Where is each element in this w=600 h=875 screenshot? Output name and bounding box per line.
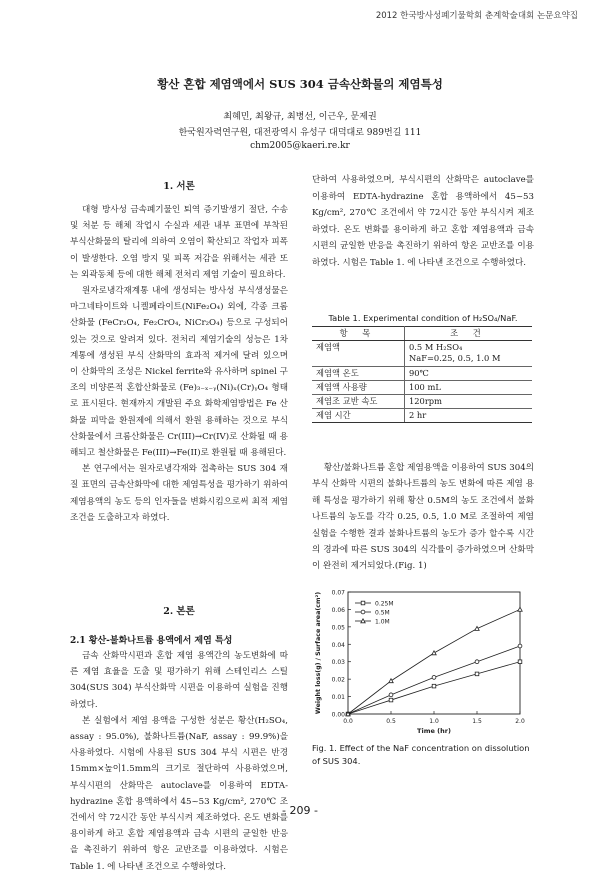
subsection-heading: 2.1 황산-불화나트륨 용액에서 제염 특성 [70, 636, 233, 646]
x-tick-label: 2.0 [515, 718, 525, 725]
y-tick-label: 0.06 [331, 606, 345, 614]
data-point [518, 660, 522, 664]
data-point [389, 693, 393, 697]
table-cell-item: 제염 시간 [312, 409, 405, 423]
body-subsection [70, 633, 288, 872]
body-paragraph-3: 황산/불화나트륨 혼합 제염용액을 이용하여 SUS 304의 부식 산화막 시편의 불화나트륨의 농도 변화에 따른 제염 용해 특성을 평가하기 위해 황산 0.5M의 농도 조건에서 불화나트륨의 농도를 각각 0.25, 0.5, 1.0 M로 조절하여 제염실험을 수행한 결과 불화나트륨의 농도가 증가 할수록 시간의 경과에 따른 SUS 304의 식각률이 증가하였으며 산화막이 완전히 제거되었다.(Fig. 1) [312, 463, 534, 572]
intro-section [70, 202, 288, 526]
y-tick-label: 0.02 [331, 676, 345, 684]
data-point [475, 660, 479, 664]
section-heading: 1. 서론 [163, 181, 195, 192]
body-heading-wrap [70, 603, 288, 617]
email-link[interactable]: chm2005@kaeri.re.kr [250, 141, 350, 151]
table-cell-item: 제염액 온도 [312, 366, 405, 380]
data-point [389, 679, 393, 683]
legend-label: 0.5M [375, 609, 390, 617]
legend-marker [361, 610, 365, 614]
intro-heading [70, 178, 288, 192]
paper-title: 황산 혼합 제염액에서 SUS 304 금속산화물의 제염특성 [157, 77, 443, 91]
series-line [348, 646, 520, 714]
body-paragraph-2-continued [312, 172, 534, 272]
table-cell-condition: 120rpm [405, 395, 533, 409]
data-point [518, 607, 522, 611]
table-row [312, 395, 532, 409]
affiliation: 한국원자력연구원, 대전광역시 유성구 대덕대로 989번길 111 [178, 128, 422, 138]
y-tick-label: 0.04 [331, 641, 345, 649]
legend-label: 0.25M [375, 600, 394, 608]
data-point [432, 684, 436, 688]
table-cell-item: 제염액 [312, 341, 405, 366]
body-paragraph-3-wrap [312, 460, 534, 575]
intro-paragraph-2: 원자로냉각재계통 내에 생성되는 방사성 부식생성물은 마그네타이트와 니켈페라이트(NiFe₂O₄) 외에, 각종 크롬산화물 (FeCr₂O₄, Fe₂CrO₄, NiCr₂O₄) 등으로 구성되어 있는 것으로 알려져 있다. 전처리 제염기술의 성능은 1차 계통에 생성된 부식 산화막의 효과적 제거에 달려 있으며 이 산화막의 조성은 Nickel ferrite와 유사하며 spinel 구조의 비양론적 혼합산화물로 (Fe)₃₋ₓ₋ᵧ(Ni)ₓ(Cr)ᵧO₄ 형태로 표시된다. 현재까지 개발된 주요 화학제염방법은 Fe 산화물 피막을 환원제에 의해서 환원 용해하는 것으로 부식 산화물에서 크롬산화물은 Cr(III)→Cr(IV)로 산화될 때 용해되고 철산화물은 Fe(III)→Fe(II)로 환원될 때 용해된다. [70, 286, 288, 459]
table-row [312, 409, 532, 423]
table-cell-condition: 0.5 M H₂SO₄ NaF=0.25, 0.5, 1.0 M [405, 341, 533, 366]
series-line [348, 609, 520, 714]
data-point [432, 651, 436, 655]
legend-label: 1.0M [375, 618, 390, 626]
author-list: 최혜민, 최왕규, 최병선, 이근우, 문제권 [223, 112, 377, 122]
dissolution-chart [312, 584, 534, 736]
table-cell-item: 제염조 교반 속도 [312, 395, 405, 409]
table-header-row [312, 327, 532, 341]
x-axis-label: Time (hr) [417, 727, 451, 735]
body-heading: 2. 본론 [163, 606, 195, 617]
y-tick-label: 0.05 [331, 624, 345, 632]
table-cell-item: 제염액 사용량 [312, 380, 405, 394]
table-row [312, 366, 532, 380]
figure-caption: Fig. 1. Effect of the NaF concentration on dissolution of SUS 304. [312, 743, 530, 766]
table-row [312, 380, 532, 394]
data-point [475, 672, 479, 676]
y-tick-label: 0.01 [331, 694, 345, 702]
table-cell-condition: 100 mL [405, 380, 533, 394]
y-tick-label: 0.03 [331, 659, 345, 667]
continued-text: 단하여 사용하였으며, 부식시편의 산화막은 autoclave를 이용하여 EDTA-hydrazine 혼합 용액하에서 45~53 Kg/cm², 270℃ 조건에서 약 72시간 동안 부식시켜 제조하였다. 온도 변화를 용이하게 하고 혼합 제염용액과 금속 시편의 균일한 반응을 촉진하기 위하여 항온 교반조를 이용하였다. 시험은 Table 1. 에 나타낸 조건으로 수행하였다. [312, 175, 534, 268]
page-number: - 209 - [282, 804, 318, 817]
y-tick-label: 0.00 [331, 711, 345, 719]
table-cell-condition: 2 hr [405, 409, 533, 423]
table-row [312, 341, 532, 366]
y-tick-label: 0.07 [331, 589, 345, 597]
intro-paragraph-1: 대형 방사성 금속폐기물인 퇴역 증기발생기 절단, 수송 및 처분 등 해체 작업시 수실과 세관 내부 표면에 부착된 부식산화물의 탈리에 의하여 오염이 확산되고 작업자 피폭이 발생한다. 오염 방지 및 피폭 저감을 위해서는 세관 또는 외곽동체 등에 대한 해체 전처리 제염 기술이 필요하다. [70, 205, 288, 280]
x-tick-label: 1.5 [472, 718, 482, 725]
data-point [432, 676, 436, 680]
x-tick-label: 0.0 [343, 718, 353, 725]
body-paragraph-2: 본 실험에서 제염 용액을 구성한 성분은 황산(H₂SO₄, assay : 95.0%), 불화나트륨(NaF, assay : 99.9%)을 사용하였다. 시험에 사용된 SUS 304 부식 시편은 반경 15mm×높이1.5mm의 크기로 절단하여 사용하였으며, 부식시편의 산화막은 autoclave를 이용하여 EDTA-hydrazine 혼합 용액하에서 45~53 Kg/cm², 270℃ 조건에서 약 72시간 동안 부식시켜 제조하였다. 온도 변화를 용이하게 하고 혼합 제염용액과 금속 시편의 균일한 반응을 촉진하기 위하여 항온 교반조를 이용하였다. 시험은 Table 1. 에 나타낸 조건으로 수행하였다. [70, 715, 288, 872]
x-tick-label: 0.5 [386, 718, 396, 725]
data-point [475, 626, 479, 630]
x-tick-label: 1.0 [429, 718, 439, 725]
intro-paragraph-3: 본 연구에서는 원자로냉각재와 접촉하는 SUS 304 재질 표면의 금속산화막에 대한 제염특성을 평가하기 위하여 제염용액의 농도 등의 인자들을 변화시킴으로써 최적 제염 조건을 도출하고자 하였다. [70, 464, 288, 523]
table-cell-condition: 90℃ [405, 366, 533, 380]
y-axis-label: Weight loss(g) / Surface area(cm²) [315, 591, 322, 715]
data-point [518, 644, 522, 648]
proceedings-header: 2012 한국방사성폐기물학회 춘계학술대회 논문요약집 [375, 11, 578, 21]
legend-marker [361, 619, 365, 623]
condition-table [312, 326, 532, 423]
body-paragraph-1: 금속 산화막시편과 혼합 제염 용액간의 농도변화에 따른 제염 효율을 도출 및 평가하기 위해 스테인리스 스틸 304(SUS 304) 부식산화막 시편을 이용하여 실험을 진행하였다. [70, 651, 288, 710]
table-header-condition: 조 건 [405, 327, 533, 341]
table-header-item: 항 목 [312, 327, 405, 341]
data-point [389, 698, 393, 702]
table-caption: Table 1. Experimental condition of H₂SO₄/NaF. [328, 313, 518, 323]
legend-marker [361, 601, 365, 605]
